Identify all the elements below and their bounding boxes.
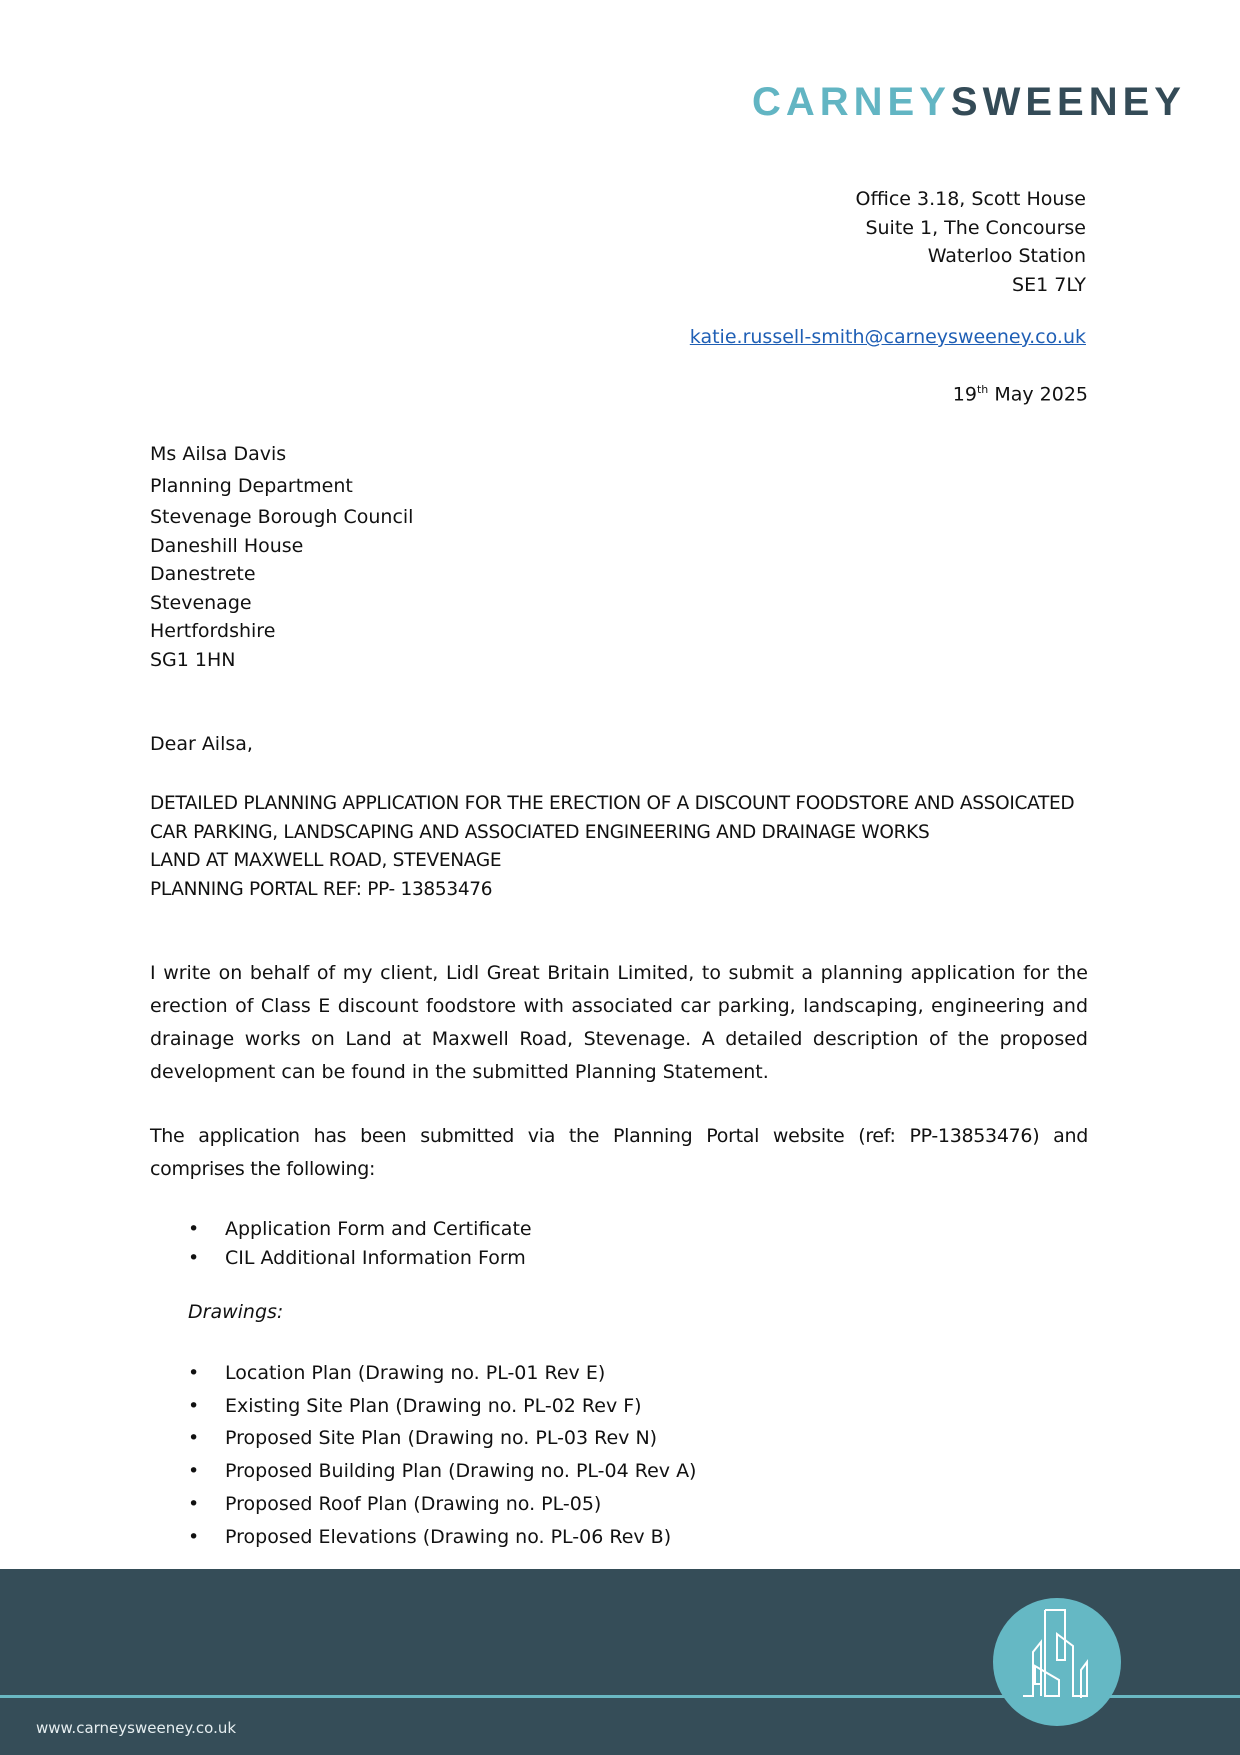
recipient-line: Ms Ailsa Davis bbox=[150, 443, 287, 465]
body-paragraph: The application has been submitted via the Planning Portal website (ref: PP-13853476) and comprises the following: bbox=[150, 1125, 1088, 1180]
subject-heading bbox=[150, 790, 1090, 904]
list-item: • Application Form and Certificate bbox=[150, 1215, 532, 1244]
list-item: • Proposed Building Plan (Drawing no. PL-04 Rev A) bbox=[150, 1455, 696, 1488]
subject-line: LAND AT MAXWELL ROAD, STEVENAGE bbox=[150, 850, 502, 871]
logo-part-carney: CARNEY bbox=[752, 80, 951, 124]
recipient-line: Danestrete bbox=[150, 563, 256, 585]
address-line: Suite 1, The Concourse bbox=[865, 216, 1086, 239]
date-suffix: th bbox=[976, 383, 989, 396]
list-item: • CIL Additional Information Form bbox=[150, 1244, 532, 1273]
address-line: Office 3.18, Scott House bbox=[855, 188, 1086, 210]
drawings-heading: Drawings: bbox=[188, 1301, 284, 1323]
date-rest: May 2025 bbox=[988, 383, 1088, 406]
letter-date bbox=[953, 383, 1088, 405]
subject-line: DETAILED PLANNING APPLICATION FOR THE ERECTION OF A DISCOUNT FOODSTORE AND ASSOICATED CAR PARKING, LANDSCAPING AND ASSOCIATED ENGINEERING AND DRAINAGE WORKS bbox=[150, 793, 1075, 843]
list-item: • Proposed Site Plan (Drawing no. PL-03 Rev N) bbox=[150, 1422, 696, 1455]
email-link[interactable]: katie.russell-smith@carneysweeney.co.uk bbox=[689, 326, 1086, 348]
list-item: • Existing Site Plan (Drawing no. PL-02 Rev F) bbox=[150, 1390, 696, 1423]
recipient-line: Daneshill House bbox=[150, 534, 304, 557]
company-logo bbox=[752, 80, 1186, 124]
body-paragraph: I write on behalf of my client, Lidl Great Britain Limited, to submit a planning application for the erection of Class E discount foodstore with associated car parking, landscaping, engineering and drainage works on Land at Maxwell Road, Stevenage. A detailed description of the proposed development can be found in the submitted Planning Statement. bbox=[150, 962, 1088, 1083]
footer-band bbox=[0, 1569, 1240, 1755]
recipient-address bbox=[150, 440, 413, 674]
subject-line: PLANNING PORTAL REF: PP- 13853476 bbox=[150, 878, 493, 900]
recipient-line: Hertfordshire bbox=[150, 620, 276, 642]
drawings-list bbox=[150, 1357, 696, 1553]
list-item: • Location Plan (Drawing no. PL-01 Rev E) bbox=[150, 1357, 696, 1390]
footer-website[interactable]: www.carneysweeney.co.uk bbox=[36, 1719, 237, 1737]
logo-part-sweeney: SWEENEY bbox=[950, 80, 1186, 124]
recipient-line: SG1 1HN bbox=[150, 648, 236, 671]
list-item: • Proposed Roof Plan (Drawing no. PL-05) bbox=[150, 1488, 696, 1521]
documents-list bbox=[150, 1215, 532, 1272]
list-item: • Proposed Elevations (Drawing no. PL-06 Rev B) bbox=[150, 1521, 696, 1554]
date-day: 19 bbox=[952, 383, 977, 406]
buildings-logo-icon bbox=[993, 1598, 1121, 1726]
address-line: SE1 7LY bbox=[1012, 273, 1086, 296]
greeting: Dear Ailsa, bbox=[150, 733, 253, 755]
sender-address bbox=[856, 185, 1087, 299]
recipient-line: Stevenage bbox=[150, 591, 252, 614]
address-line: Waterloo Station bbox=[927, 245, 1086, 267]
recipient-line: Planning Department bbox=[150, 474, 353, 497]
recipient-line: Stevenage Borough Council bbox=[150, 506, 414, 528]
